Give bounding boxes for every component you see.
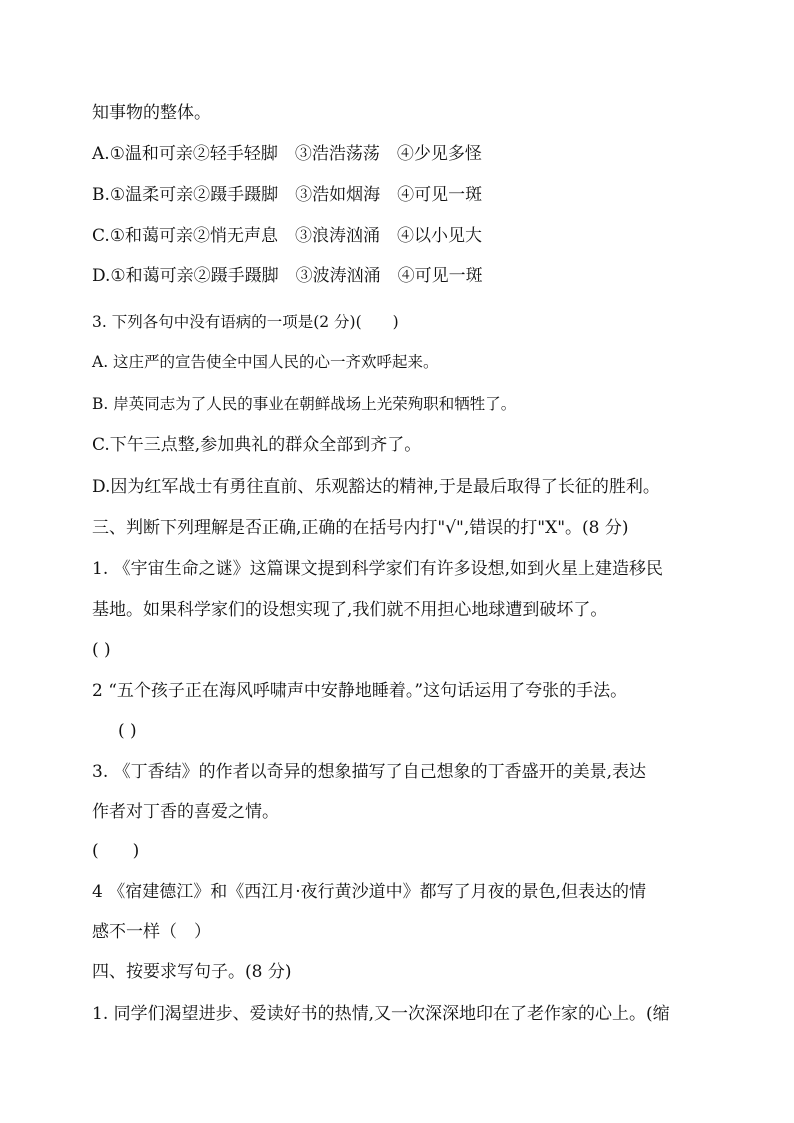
section-3-heading: 三、判断下列理解是否正确,正确的在括号内打"√",错误的打"X"。(8 分) [92, 518, 629, 538]
option-d-line: D.①和蔼可亲②蹑手蹑脚 ③波涛汹涌 ④可见一斑 [92, 266, 483, 286]
rewrite-item-1: 1. 同学们渴望进步、爱读好书的热情,又一次深深地印在了老作家的心上。(缩 [92, 1004, 670, 1024]
q3-option-d: D.因为红军战士有勇往直前、乐观豁达的精神,于是最后取得了长征的胜利。 [92, 477, 660, 497]
answer-bracket: ( ) [92, 640, 111, 660]
judge-item-1: 1. 《宇宙生命之谜》这篇课文提到科学家们有许多设想,如到火星上建造移民 [92, 559, 664, 579]
judge-item-3: 3. 《丁香结》的作者以奇异的想象描写了自己想象的丁香盛开的美景,表达 [92, 762, 647, 782]
answer-bracket: ( ) [92, 841, 140, 861]
judge-item-3-cont: 作者对丁香的喜爱之情。 [92, 802, 279, 822]
question-3: 3. 下列各句中没有语病的一项是(2 分)( ) [92, 313, 399, 331]
option-b-line: B.①温柔可亲②蹑手蹑脚 ③浩如烟海 ④可见一斑 [92, 185, 483, 205]
text-line: 知事物的整体。 [92, 103, 211, 123]
judge-item-4: 4 《宿建德江》和《西江月·夜行黄沙道中》都写了月夜的景色,但表达的情 [92, 882, 647, 902]
judge-item-4-cont: 感不一样（ ） [92, 922, 211, 942]
q3-option-a: A. 这庄严的宣告使全中国人民的心一齐欢呼起来。 [92, 353, 439, 371]
judge-item-1-cont: 基地。如果科学家们的设想实现了,我们就不用担心地球遭到破坏了。 [92, 600, 608, 620]
q3-option-b: B. 岸英同志为了人民的事业在朝鲜战场上光荣殉职和牺牲了。 [92, 395, 517, 413]
q3-option-c: C.下午三点整,参加典礼的群众全部到齐了。 [92, 435, 422, 455]
option-a-line: A.①温和可亲②轻手轻脚 ③浩浩荡荡 ④少见多怪 [92, 144, 482, 164]
option-c-line: C.①和蔼可亲②悄无声息 ③浪涛汹涌 ④以小见大 [92, 226, 483, 246]
answer-bracket: ( ) [118, 721, 137, 741]
section-4-heading: 四、按要求写句子。(8 分) [92, 962, 292, 982]
judge-item-2: 2 “五个孩子正在海风呼啸声中安静地睡着。”这句话运用了夸张的手法。 [92, 681, 628, 701]
